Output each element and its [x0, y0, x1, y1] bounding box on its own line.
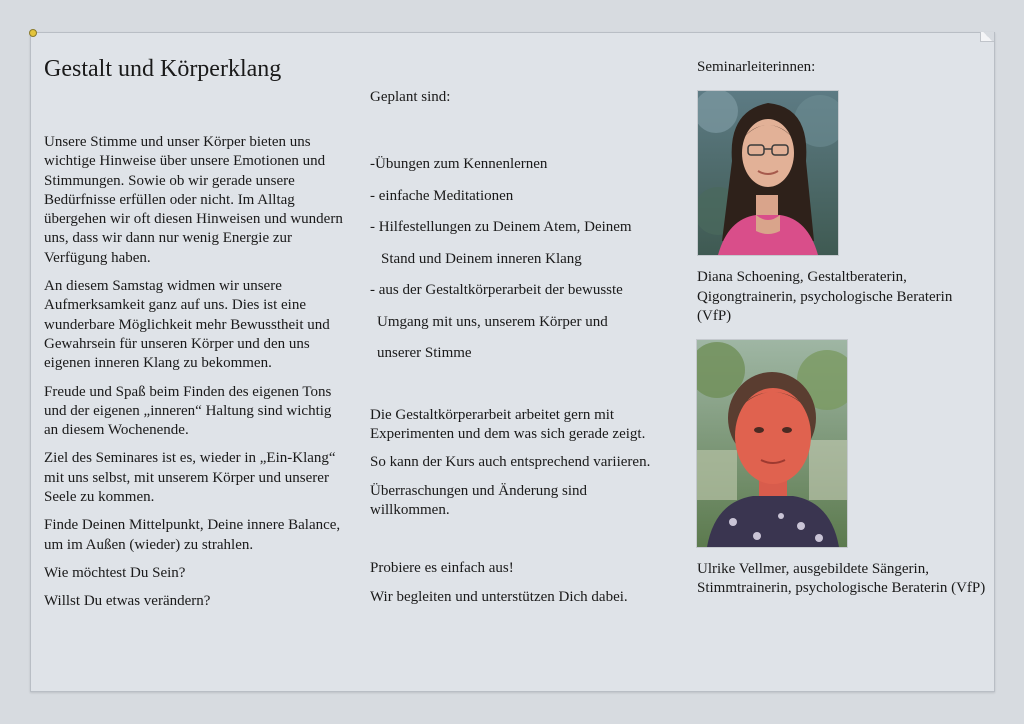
plan-paragraph: So kann der Kurs auch entsprechend variieren. [370, 454, 651, 471]
plan-item-continuation: Stand und Deinem inneren Klang [381, 250, 582, 267]
leaders-heading: Seminarleiterinnen: [697, 59, 816, 75]
question-line: Wie möchtest Du Sein? [44, 564, 186, 581]
intro-paragraph: Ziel des Seminares ist es, wieder in „Ein-Klang“ mit uns selbst, mit unserem Körper und unserer Seele zu kommen. [44, 450, 336, 506]
leader-photo-diana [697, 90, 839, 256]
page-title: Gestalt und Körperklang [44, 56, 282, 82]
intro-paragraph: Finde Deinen Mittelpunkt, Deine innere Balance, um im Außen (wieder) zu strahlen. [44, 517, 341, 553]
intro-column [44, 56, 344, 621]
plan-paragraph: Überraschungen und Änderung sind willkommen. [370, 482, 588, 518]
leader-photo-ulrike [696, 339, 848, 548]
pin-marker [29, 29, 37, 37]
question-line: Willst Du etwas verändern? [44, 593, 211, 610]
closing-line: Probiere es einfach aus! [370, 560, 514, 577]
intro-paragraph: Unsere Stimme und unser Körper bieten uns wichtige Hinweise über unsere Emotionen und Stimmungen. Sowie ob wir gerade unsere Bedürfnisse erfüllen oder nicht. Im Alltag übergehen wir oft diesen Hinweisen und wundern uns, dass wir dann nur wenig Energie zur Verfügung haben. [44, 134, 343, 266]
plan-heading: Geplant sind: [370, 89, 451, 105]
plan-list [370, 149, 670, 370]
closing-line: Wir begleiten und unterstützen Dich dabei. [370, 588, 628, 605]
plan-item-continuation: Umgang mit uns, unserem Körper und [377, 313, 608, 330]
intro-paragraph: An diesem Samstag widmen wir unsere Aufmerksamkeit ganz auf uns. Dies ist eine wunderbare Möglichkeit mehr Bewusstheit und Gewahrsein für unseren Körper und den uns eigenen inneren Klang zu bekommen. [44, 278, 330, 372]
plan-item: - einfache Meditationen [370, 187, 514, 204]
leader-caption: Diana Schoening, Gestaltberaterin, Qigongtrainerin, psychologische Beraterin (VfP) [697, 269, 953, 324]
intro-paragraph: Freude und Spaß beim Finden des eigenen Tons und der eigenen „inneren“ Haltung sind wichtig an diesem Wochenende. [44, 383, 332, 439]
page-corner-fold [980, 32, 994, 42]
plan-paragraph: Die Gestaltkörperarbeit arbeitet gern mit Experimenten und dem was sich gerade zeigt. [370, 406, 646, 443]
leader-caption: Ulrike Vellmer, ausgebildete Sängerin, Stimmtrainerin, psychologische Beraterin (VfP) [697, 561, 986, 597]
plan-column [370, 88, 670, 616]
plan-item-continuation: unserer Stimme [377, 345, 472, 362]
leaders-column [697, 58, 987, 608]
plan-item: -Übungen zum Kennenlernen [370, 156, 548, 173]
plan-item: - Hilfestellungen zu Deinem Atem, Deinem [370, 219, 632, 236]
plan-item: - aus der Gestaltkörperarbeit der bewusste [370, 282, 623, 299]
